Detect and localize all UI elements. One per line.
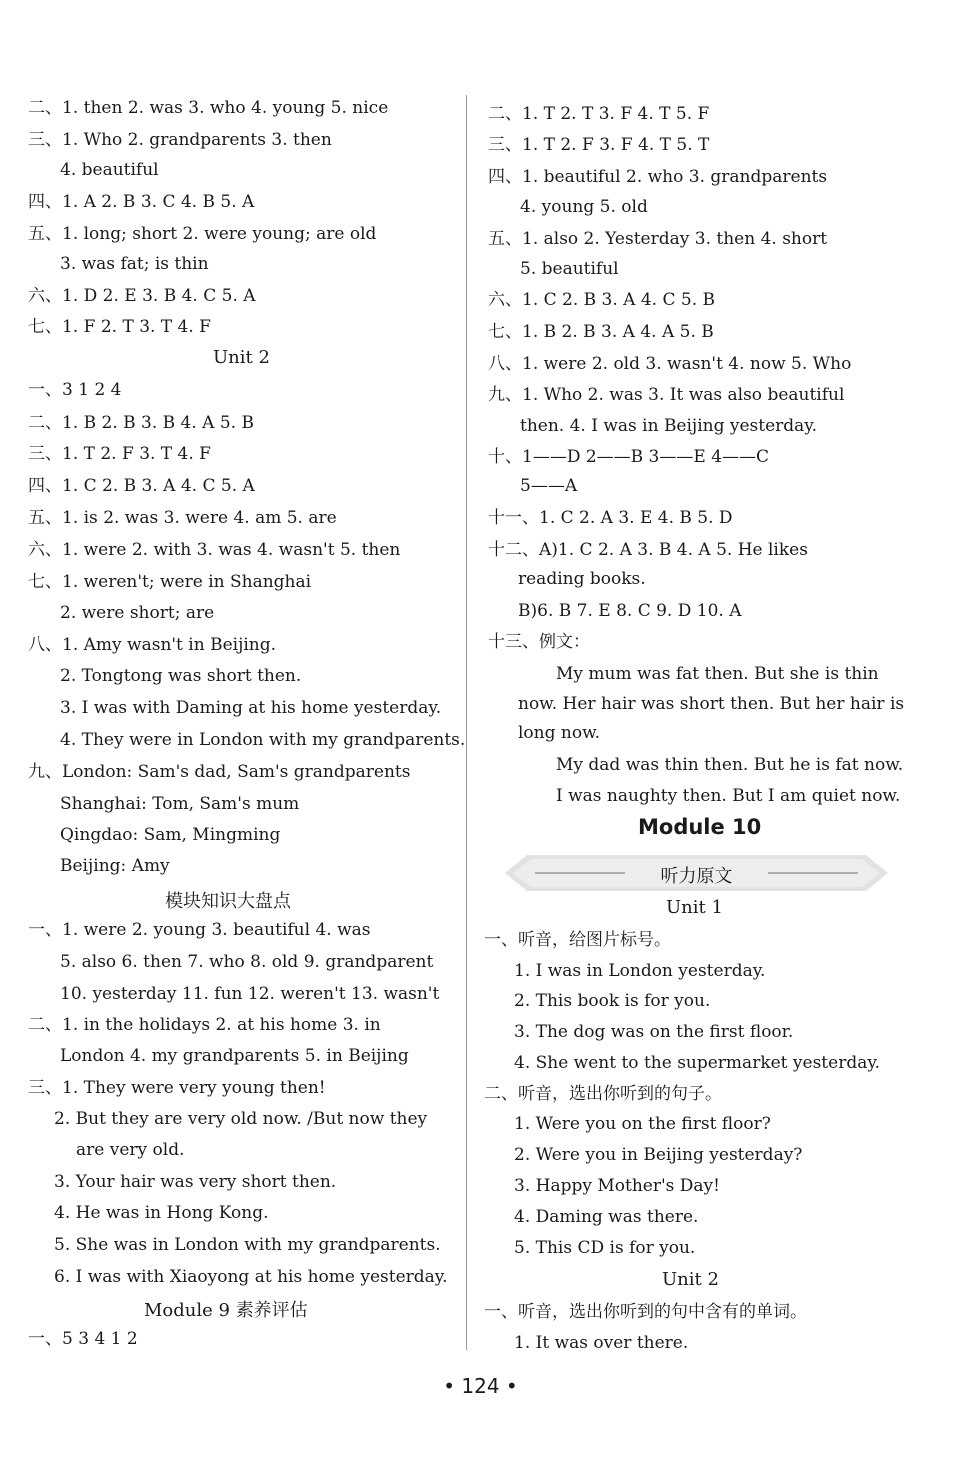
answer-line: 八、1. were 2. old 3. wasn't 4. now 5. Who: [488, 354, 852, 374]
answer-line: 2. Tongtong was short then.: [60, 666, 302, 686]
listening-line: 2. This book is for you.: [514, 991, 711, 1011]
answer-line: 一、3 1 2 4: [28, 380, 122, 400]
column-divider: [466, 95, 467, 1350]
essay-line: now. Her hair was short then. But her hair is: [518, 694, 905, 714]
answer-line: 九、1. Who 2. was 3. It was also beautiful: [488, 385, 845, 405]
listening-line: 4. She went to the supermarket yesterday.: [514, 1053, 881, 1073]
listening-line: 3. The dog was on the first floor.: [514, 1022, 794, 1042]
answer-line: 九、London: Sam's dad, Sam's grandparents: [28, 762, 411, 782]
listening-line: 4. Daming was there.: [514, 1207, 699, 1227]
answer-line: 2. were short; are: [60, 603, 215, 623]
essay-line: I was naughty then. But I am quiet now.: [556, 786, 901, 806]
listening-line: 1. It was over there.: [514, 1333, 689, 1353]
answer-line: 4. beautiful: [60, 160, 159, 180]
listening-instruction: 二、听音，选出你听到的句子。: [484, 1084, 722, 1104]
answer-line: 五、1. also 2. Yesterday 3. then 4. short: [488, 229, 828, 249]
module-heading: Module 9 素养评估: [144, 1300, 308, 1321]
listening-banner: [505, 853, 888, 893]
answer-line: 十、1——D 2——B 3——E 4——C: [488, 447, 770, 467]
answer-line: are very old.: [76, 1140, 185, 1160]
answer-line: 10. yesterday 11. fun 12. weren't 13. wasn't: [60, 984, 440, 1004]
banner-title: 听力原文: [660, 866, 733, 887]
answer-line: 七、1. weren't; were in Shanghai: [28, 572, 312, 592]
listening-line: 5. This CD is for you.: [514, 1238, 696, 1258]
listening-line: 3. Happy Mother's Day!: [514, 1176, 720, 1196]
section-heading: 模块知识大盘点: [165, 891, 291, 912]
unit-heading: Unit 2: [662, 1269, 719, 1290]
answer-line: 六、1. C 2. B 3. A 4. C 5. B: [488, 290, 716, 310]
listening-line: 1. Were you on the first floor?: [514, 1114, 771, 1134]
listening-instruction: 一、听音，给图片标号。: [484, 930, 671, 950]
answer-line: 二、1. then 2. was 3. who 4. young 5. nice: [28, 98, 389, 118]
answer-line: London 4. my grandparents 5. in Beijing: [60, 1046, 409, 1066]
answer-line: Beijing: Amy: [60, 856, 170, 876]
answer-line: 十二、A)1. C 2. A 3. B 4. A 5. He likes: [488, 540, 808, 560]
module-title: Module 10: [638, 815, 762, 839]
answer-line: 三、1. T 2. F 3. F 4. T 5. T: [488, 135, 710, 155]
listening-instruction: 一、听音，选出你听到的句中含有的单词。: [484, 1302, 807, 1322]
answer-line: 五、1. is 2. was 3. were 4. am 5. are: [28, 508, 337, 528]
answer-line: 二、1. T 2. T 3. F 4. T 5. F: [488, 104, 710, 124]
answer-line: 十三、例文：: [488, 632, 590, 652]
answer-line: 八、1. Amy wasn't in Beijing.: [28, 635, 277, 655]
answer-line: 5——A: [520, 476, 578, 496]
answer-line: 七、1. F 2. T 3. T 4. F: [28, 317, 211, 337]
answer-line: 六、1. were 2. with 3. was 4. wasn't 5. then: [28, 540, 401, 560]
answer-line: 二、1. in the holidays 2. at his home 3. in: [28, 1015, 381, 1035]
answer-line: 三、1. They were very young then!: [28, 1078, 326, 1098]
answer-line: 六、1. D 2. E 3. B 4. C 5. A: [28, 286, 256, 306]
answer-line: 一、5 3 4 1 2: [28, 1329, 138, 1349]
answer-line: 四、1. C 2. B 3. A 4. C 5. A: [28, 476, 255, 496]
answer-line: Shanghai: Tom, Sam's mum: [60, 794, 300, 814]
page-number: • 124 •: [443, 1374, 518, 1398]
essay-line: My mum was fat then. But she is thin: [556, 664, 879, 684]
answer-line: 5. She was in London with my grandparents.: [54, 1235, 441, 1255]
unit-heading: Unit 2: [213, 347, 270, 368]
essay-line: long now.: [518, 723, 601, 743]
answer-line: 4. young 5. old: [520, 197, 648, 217]
answer-line: 3. was fat; is thin: [60, 254, 209, 274]
answer-line: 6. I was with Xiaoyong at his home yesterday.: [54, 1267, 448, 1287]
answer-line: 三、1. Who 2. grandparents 3. then: [28, 130, 332, 150]
essay-line: My dad was thin then. But he is fat now.: [556, 755, 904, 775]
listening-line: 1. I was in London yesterday.: [514, 961, 766, 981]
answer-line: reading books.: [518, 569, 646, 589]
answer-line: 4. He was in Hong Kong.: [54, 1203, 269, 1223]
answer-line: then. 4. I was in Beijing yesterday.: [520, 416, 818, 436]
answer-line: 十一、1. C 2. A 3. E 4. B 5. D: [488, 508, 733, 528]
answer-line: 四、1. beautiful 2. who 3. grandparents: [488, 167, 828, 187]
answer-line: 四、1. A 2. B 3. C 4. B 5. A: [28, 192, 255, 212]
answer-line: 五、1. long; short 2. were young; are old: [28, 224, 377, 244]
answer-line: 4. They were in London with my grandparents.: [60, 730, 466, 750]
listening-line: 2. Were you in Beijing yesterday?: [514, 1145, 803, 1165]
answer-line: 三、1. T 2. F 3. T 4. F: [28, 444, 211, 464]
answer-line: 七、1. B 2. B 3. A 4. A 5. B: [488, 322, 714, 342]
answer-line: 5. beautiful: [520, 259, 619, 279]
answer-line: Qingdao: Sam, Mingming: [60, 825, 281, 845]
answer-line: 3. Your hair was very short then.: [54, 1172, 337, 1192]
answer-line: 3. I was with Daming at his home yesterday.: [60, 698, 442, 718]
answer-line: 二、1. B 2. B 3. B 4. A 5. B: [28, 413, 254, 433]
unit-heading: Unit 1: [666, 897, 723, 918]
answer-line: 一、1. were 2. young 3. beautiful 4. was: [28, 920, 371, 940]
answer-line: 2. But they are very old now. /But now they: [54, 1109, 428, 1129]
answer-line: B)6. B 7. E 8. C 9. D 10. A: [518, 601, 742, 621]
answer-line: 5. also 6. then 7. who 8. old 9. grandparent: [60, 952, 434, 972]
